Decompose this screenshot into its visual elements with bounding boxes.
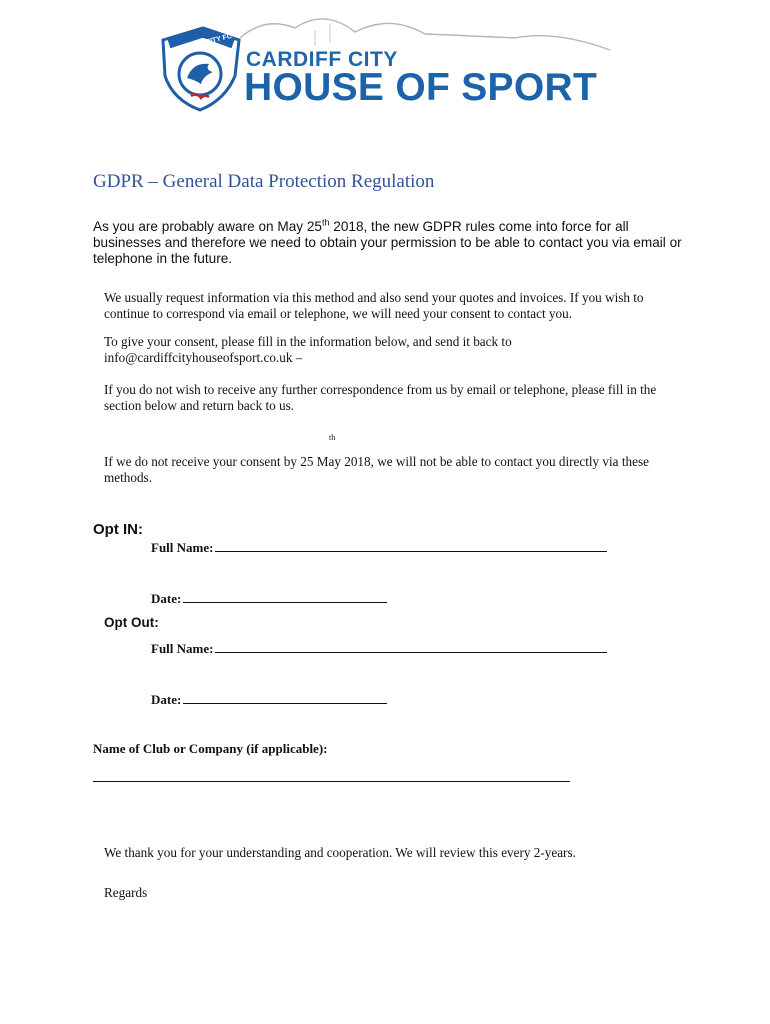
intro-paragraph [93, 219, 683, 267]
club-name-line[interactable] [93, 781, 570, 782]
opt-out-date-label: Date: [151, 692, 182, 707]
brand-top-text: CARDIFF CITY [246, 48, 398, 71]
stadium-pillars [315, 24, 330, 46]
intro-text-a: As you are probably aware on May 25 [93, 219, 322, 234]
opt-out-full-name-field[interactable] [151, 640, 607, 657]
opt-in-date-label: Date: [151, 591, 182, 606]
opt-in-date-field[interactable] [151, 590, 387, 607]
opt-in-full-name-field[interactable] [151, 539, 607, 556]
ordinal-superscript: th [329, 433, 336, 442]
page-title: GDPR – General Data Protection Regulation [93, 171, 435, 192]
opt-out-date-line[interactable] [183, 691, 387, 704]
paragraph-deadline: If we do not receive your consent by 25 May 2018, we will not be able to contact you directly via these methods. [104, 454, 649, 485]
closing-regards: Regards [104, 885, 148, 900]
closing-thanks: We thank you for your understanding and cooperation. We will review this every 2-years. [104, 845, 576, 860]
opt-out-date-field[interactable] [151, 691, 387, 708]
paragraph-request-info: We usually request information via this method and also send your quotes and invoices. If you wish to continue to correspond via email or telephone, we will need your consent to contact you. [104, 290, 644, 321]
paragraph-consent-instructions: To give your consent, please fill in the information below, and send it back to info@cardiffcityhouseofsport.co.uk – [104, 334, 512, 365]
opt-out-heading: Opt Out: [104, 615, 159, 630]
stadium-arches [240, 19, 610, 50]
brand-main-text: HOUSE OF SPORT [244, 66, 598, 109]
opt-in-heading: Opt IN: [93, 521, 143, 538]
opt-out-full-name-line[interactable] [215, 640, 607, 653]
paragraph-opt-out: If you do not wish to receive any further correspondence from us by email or telephone, please fill in the section below and return back to us. [104, 382, 657, 413]
club-name-label: Name of Club or Company (if applicable): [93, 741, 328, 756]
intro-text-b: 2018, the new GDPR rules come into force for all businesses and therefore we need to obtain your permission to be able to contact you via email or telephone in the future. [93, 219, 682, 266]
badge-text: CARDIFF CITY FC [173, 32, 233, 55]
opt-in-full-name-label: Full Name: [151, 540, 214, 555]
intro-superscript: th [321, 217, 330, 228]
opt-in-full-name-line[interactable] [215, 539, 607, 552]
opt-in-date-line[interactable] [183, 590, 387, 603]
opt-out-full-name-label: Full Name: [151, 641, 214, 656]
